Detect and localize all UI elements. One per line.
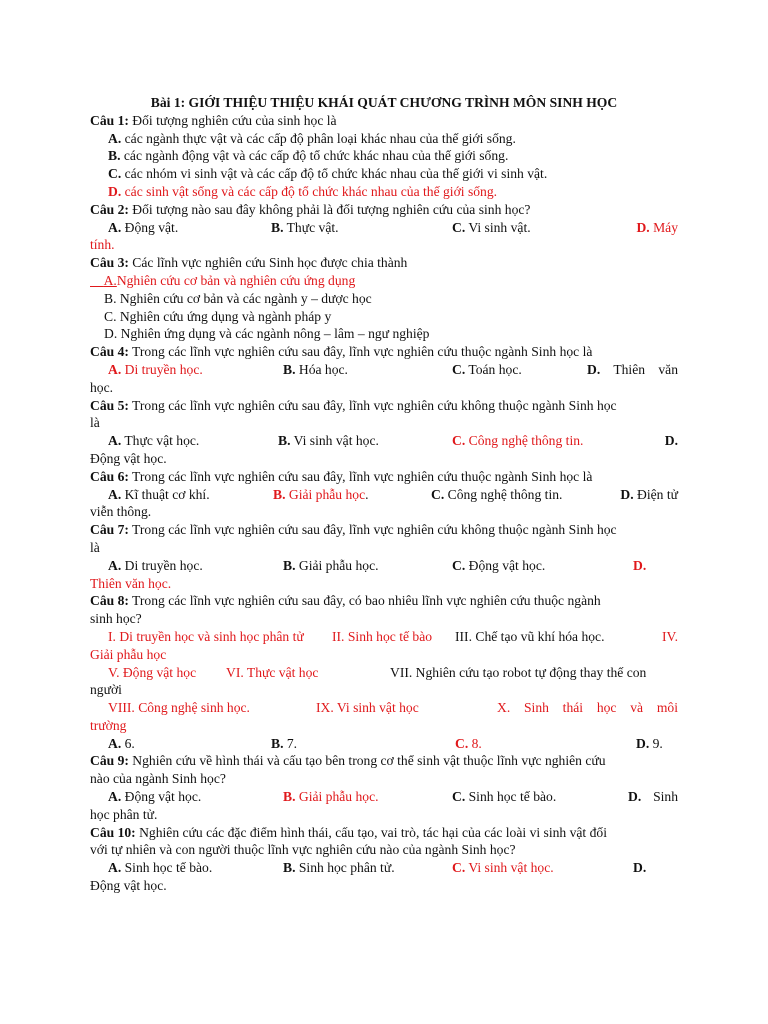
question-10-cont: với tự nhiên và con người thuộc lĩnh vực nghiên cứu nào của ngành Sinh học? (90, 842, 516, 858)
q8-items-row3 (90, 699, 678, 717)
q5-option-a: A. Thực vật học. (108, 433, 200, 449)
q3-option-a-correct: A.Nghiên cứu cơ bản và nghiên cứu ứng dụng (103, 272, 356, 288)
question-10: Câu 10: Nghiên cứu các đặc điểm hình thái, cấu tạo, vai trò, tác hại của các loài vi sinh vật đối (90, 824, 607, 840)
q9-options (90, 788, 678, 806)
q3-option-d: D. Nghiên ứng dụng và các ngành nông – lâm – ngư nghiệp (104, 326, 430, 342)
q6-option-a: A. Kĩ thuật cơ khí. (108, 486, 210, 502)
q6-options (90, 486, 678, 504)
q8-option-b: B. 7. (271, 735, 298, 751)
q1-option-b: B. các ngành động vật và các cấp độ tổ chức khác nhau của thế giới sống. (108, 148, 509, 164)
q6-option-b-correct: B. Giải phẫu học. (273, 486, 369, 502)
q5-options (90, 432, 678, 450)
q1-option-d-correct: D. các sinh vật sống và các cấp độ tổ chức khác nhau của thế giới sống. (108, 183, 498, 199)
q10-option-c-correct: C. Vi sinh vật học. (452, 860, 554, 876)
question-9-cont: nào của ngành Sinh học? (90, 771, 226, 787)
q8-item-x-cont: trường (90, 717, 127, 733)
q8-item-viii: VIII. Công nghệ sinh học. (108, 700, 250, 716)
q4-option-a-correct: A. Di truyền học. (108, 361, 203, 377)
question-9: Câu 9: Nghiên cứu về hình thái và cấu tạo bên trong cơ thể sinh vật thuộc lĩnh vực nghiên cứu (90, 753, 606, 769)
q6-option-d-cont: viễn thông. (90, 504, 152, 520)
q8-item-vi: VI. Thực vật học (226, 664, 319, 680)
q3-option-b: B. Nghiên cứu cơ bản và các ngành y – dược học (104, 290, 372, 306)
question-5-cont: là (90, 415, 100, 431)
q5-option-b: B. Vi sinh vật học. (278, 433, 379, 449)
q2-option-d-correct: D. Máy (636, 219, 678, 235)
q2-option-d-cont: tính. (90, 237, 115, 253)
q4-option-d: D. Thiên văn (587, 361, 679, 377)
question-2: Câu 2: Đối tượng nào sau đây không phải là đối tượng nghiên cứu của sinh học? (90, 201, 531, 217)
question-7-cont: là (90, 539, 100, 555)
q8-item-x: X. Sinh thái học và môi (497, 700, 678, 716)
q10-options (90, 859, 678, 877)
question-4: Câu 4: Trong các lĩnh vực nghiên cứu sau đây, lĩnh vực nghiên cứu thuộc ngành Sinh học là (90, 344, 593, 360)
q8-item-vii: VII. Nghiên cứu tạo robot tự động thay thế con (390, 664, 647, 680)
q8-item-ii: II. Sinh học tế bào (332, 628, 433, 644)
question-1: Câu 1: Đối tượng nghiên cứu của sinh học là (90, 112, 337, 128)
question-8: Câu 8: Trong các lĩnh vực nghiên cứu sau đây, có bao nhiêu lĩnh vực nghiên cứu thuộc ngành (90, 593, 601, 609)
q4-options (90, 361, 678, 379)
q8-item-iv: IV. (662, 628, 678, 644)
document-page (90, 94, 678, 895)
q9-option-d: D. Sinh (628, 789, 678, 805)
q7-option-b: B. Giải phẫu học. (283, 557, 379, 573)
q8-items-row2 (90, 664, 678, 682)
q4-option-b: B. Hóa học. (283, 361, 348, 377)
q5-option-c-correct: C. Công nghệ thông tin. (452, 433, 584, 449)
question-3: Câu 3: Các lĩnh vực nghiên cứu Sinh học được chia thành (90, 255, 408, 271)
q9-option-c: C. Sinh học tế bào. (452, 789, 557, 805)
q4-option-c: C. Toán học. (452, 361, 522, 377)
q10-option-d-cont: Động vật học. (90, 878, 167, 894)
page-title: Bài 1: GIỚI THIỆU THIỆU KHÁI QUÁT CHƯƠNG TRÌNH MÔN SINH HỌC (150, 95, 618, 110)
q8-item-ix: IX. Vi sinh vật học (316, 700, 419, 716)
q7-option-d-cont: Thiên văn học. (90, 575, 172, 591)
q7-option-c: C. Động vật học. (452, 557, 546, 573)
q2-option-b: B. Thực vật. (271, 219, 339, 235)
q9-option-a: A. Động vật học. (108, 789, 202, 805)
q8-option-d: D. 9. (636, 735, 663, 751)
question-5: Câu 5: Trong các lĩnh vực nghiên cứu sau đây, lĩnh vực nghiên cứu không thuộc ngành Sinh học (90, 397, 617, 413)
q5-option-d: D. (664, 433, 678, 449)
q2-options (90, 219, 678, 237)
q8-items-row1 (90, 628, 678, 646)
q8-options (90, 735, 678, 753)
q4-option-d-cont: học. (90, 379, 114, 395)
q6-option-d: D. Điện tử (620, 486, 678, 502)
q2-option-c: C. Vi sinh vật. (452, 219, 531, 235)
q10-option-a: A. Sinh học tế bào. (108, 860, 213, 876)
q1-option-c: C. các nhóm vi sinh vật và các cấp độ tổ chức khác nhau của thế giới vi sinh vật. (108, 166, 548, 182)
q9-option-d-cont: học phân tử. (90, 806, 158, 822)
q8-option-c-correct: C. 8. (455, 735, 482, 751)
q10-option-b: B. Sinh học phân tử. (283, 860, 395, 876)
q3-option-c: C. Nghiên cứu ứng dụng và ngành pháp y (104, 308, 332, 324)
q1-option-a: A. các ngành thực vật và các cấp độ phân loại khác nhau của thế giới sống. (108, 130, 516, 146)
q8-item-v: V. Động vật học (108, 664, 197, 680)
q8-item-iv-cont: Giải phẫu học (90, 646, 167, 662)
question-8-cont: sinh học? (90, 611, 142, 627)
q7-options (90, 557, 678, 575)
q10-option-d: D. (633, 860, 647, 876)
q9-option-b-correct: B. Giải phẫu học. (283, 789, 379, 805)
q5-option-d-cont: Động vật học. (90, 450, 167, 466)
q8-item-i: I. Di truyền học và sinh học phân tử (108, 628, 304, 644)
q8-item-iii: III. Chế tạo vũ khí hóa học. (455, 628, 605, 644)
question-6: Câu 6: Trong các lĩnh vực nghiên cứu sau đây, lĩnh vực nghiên cứu thuộc ngành Sinh học là (90, 468, 593, 484)
q7-option-a: A. Di truyền học. (108, 557, 203, 573)
q8-item-vii-cont: người (90, 682, 122, 698)
question-7: Câu 7: Trong các lĩnh vực nghiên cứu sau đây, lĩnh vực nghiên cứu không thuộc ngành Sinh học (90, 522, 617, 538)
q8-option-a: A. 6. (108, 735, 135, 751)
q6-option-c: C. Công nghệ thông tin. (431, 486, 563, 502)
q2-option-a: A. Động vật. (108, 219, 179, 235)
q7-option-d-correct: D. (633, 557, 647, 573)
